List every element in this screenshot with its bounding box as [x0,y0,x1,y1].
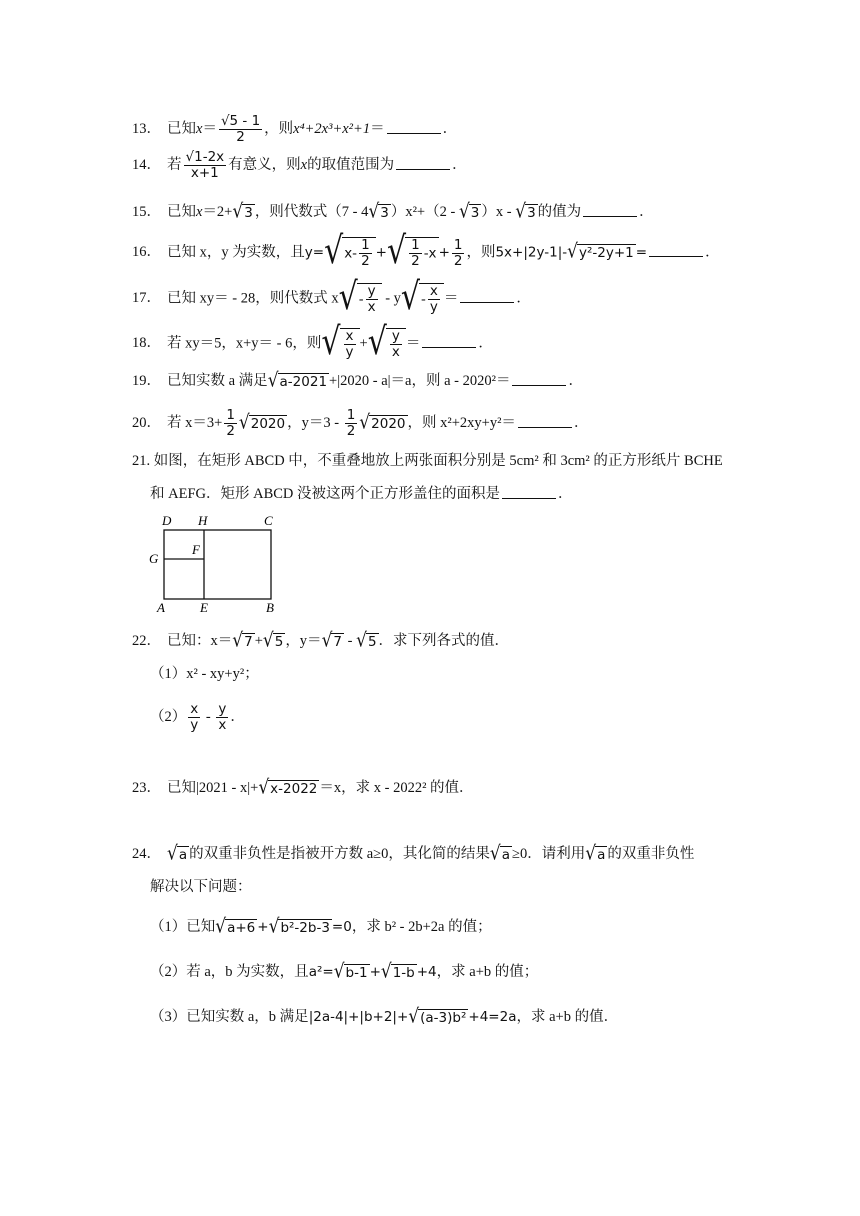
text: ． [639,204,654,220]
question-19 [132,370,583,392]
numerator: y [367,283,376,299]
numerator: 1 [453,236,463,253]
text: ＝ [405,335,421,352]
numerator: x [345,328,354,344]
label-b: B [266,600,274,615]
radicand: 3 [527,204,536,221]
question-number: 18． [132,335,161,352]
radicand: 7 [244,633,253,650]
expression: |2a-4|+|b+2|+ [308,1009,409,1025]
radical: √ a [489,842,511,866]
answer-blank[interactable] [649,242,703,257]
text: =0 [331,919,352,935]
denominator: 2 [236,129,245,145]
label-f: F [192,542,200,557]
variable: x [196,204,203,220]
question-24-line-2 [150,876,252,898]
radical: √ a+6 [215,915,256,939]
fraction [219,114,262,145]
text: （2） [150,708,187,725]
text: +|2020 - a|＝a，则 a - 2020²＝ [329,373,511,389]
question-20 [132,408,588,439]
text: 和 AEFG．矩形 ABCD 没被这两个正方形盖住的面积是 [150,486,501,502]
label-h: H [198,513,208,528]
variable: x [196,120,203,137]
radical: √ 3 [458,200,480,224]
radical: √ $\frac{y}{x}$ [368,328,406,360]
text: ，则 x²+2xy+y²＝ [407,414,516,431]
fraction [345,408,358,439]
radical: √ a [167,842,188,866]
radicand: 3 [470,204,480,221]
radical: √ 7 [232,629,253,653]
text: + [257,919,269,935]
radicand: 2020 [371,415,406,432]
text: ． [568,373,583,389]
radicand: b²-2b-3 [280,919,330,936]
numerator: y [218,701,227,717]
question-24-part-3 [150,1006,618,1028]
denominator: y [429,299,438,315]
text: +4=2a [468,1009,517,1025]
radicand: 3 [244,204,253,221]
text: ）x - [481,204,516,220]
text: - [202,708,215,725]
radical: √ (a-3)b² [408,1005,467,1029]
radical: √ b-1 [333,960,368,984]
variable: x [300,156,308,173]
question-24 [132,843,694,865]
denominator: 2 [453,252,463,269]
expression: x⁴+2x³+x²+1 [293,120,371,137]
text: - y [381,290,401,307]
text: 的取值范围为 [307,156,395,173]
text: ＝ [202,120,217,137]
question-number: 15． [132,204,161,220]
radicand: a [178,846,188,863]
text: ，则 [466,244,496,261]
radical: √ 5 [262,629,284,653]
radicand: 2020 [250,415,286,432]
text: ． [573,414,589,431]
text: ． [516,290,531,307]
question-17 [132,275,531,319]
text: ． [705,244,720,261]
fraction [224,408,237,439]
text: （2）若 a，b 为实数，且 [150,964,309,980]
expression: a²= [308,964,334,980]
text: + [375,244,387,261]
radicand: -x [423,245,437,262]
text: ．求下列各式的值． [378,633,510,649]
expression: y= [304,244,325,261]
text: ）x²+（2 - [390,204,459,220]
radical: √ - $\frac{y}{x}$ [339,283,382,315]
numerator: x [429,283,438,299]
radicand: a [501,846,511,863]
fraction [188,702,200,733]
question-15 [132,201,654,223]
text: 已知 [167,120,196,137]
answer-blank[interactable] [518,413,572,428]
denominator: 2 [226,423,235,439]
text: = [635,244,648,261]
question-22-part-1 [150,663,259,685]
fraction [216,702,228,733]
radicand: 5 [367,633,377,650]
text: 解决以下问题： [150,879,252,895]
text: 21. 如图，在矩形 ABCD 中，不重叠地放上两张面积分别是 5cm² 和 3cm² 的正方形纸片 BCHE [132,453,723,469]
denominator: x [218,717,227,733]
radical: √ x- $\frac{1}{2}$ [324,237,376,269]
question-16 [132,229,720,273]
text: ． [478,335,493,352]
label-d: D [162,513,172,528]
question-22 [132,630,509,652]
text: 的双重非负性 [607,846,695,862]
numerator: 1 [226,407,235,423]
text: 已知：x＝ [167,633,233,649]
text: ，则 [264,120,294,137]
numerator: 1 [361,237,370,253]
question-number: 23． [132,780,161,796]
question-number: 24． [132,846,161,862]
radical: √ b²-2b-3 [268,915,330,939]
text: ． [442,120,458,137]
denominator: 2 [411,253,420,269]
text: 已知实数 a 满足 [167,373,268,389]
radicand: x- [344,245,358,262]
denominator: y [190,717,199,733]
rectangle-figure [140,508,300,618]
radical: √ 7 [321,629,342,653]
question-23 [132,777,474,799]
numerator: 1 [346,407,356,423]
numerator: √5 - 1 [220,113,261,129]
radical: √ - $\frac{x}{y}$ [401,283,444,315]
radical: √ 3 [515,200,536,224]
answer-blank[interactable] [512,371,566,386]
question-number: 16． [132,244,161,261]
text: ，求 b² - 2b+2a 的值； [351,919,492,935]
question-18 [132,320,493,364]
question-number: 13． [132,120,161,137]
text: + [254,633,263,649]
text: ，y＝ [285,633,322,649]
text: ，求 a+b 的值； [436,964,539,980]
radical: √ 3 [232,200,253,224]
text: ． [558,486,573,502]
radicand: (a-3)b² [420,1009,467,1026]
text: ． [230,708,245,725]
radicand: b-1 [345,964,368,981]
denominator: 2 [346,423,356,439]
numerator: y [391,328,400,344]
radicand: 5 [274,633,284,650]
text: + [369,964,381,980]
text: ，y＝3 - [287,414,343,431]
text: 已知 xy＝ - 28，则代数式 x [167,290,339,307]
rectangle-abcd [164,530,271,599]
fraction [452,238,465,269]
text: 若 xy＝5，x+y＝ - 6，则 [167,335,322,352]
denominator: x [367,299,376,315]
text: 的双重非负性是指被开方数 a≥0，其化简的结果 [189,846,490,862]
text: 若 [167,156,182,173]
question-number: 14． [132,156,161,173]
text: 的值为 [537,204,582,220]
numerator: x [190,701,199,717]
text: ＝ [370,120,385,137]
answer-blank[interactable] [502,484,556,499]
radical: √ $\frac{1}{2}$ -x [386,229,437,273]
answer-blank[interactable] [460,288,514,303]
answer-blank[interactable] [422,333,476,348]
label-g: G [149,551,159,566]
radical: √ 3 [368,200,389,224]
text: ． [452,156,467,173]
denominator: 2 [361,253,370,269]
answer-blank[interactable] [387,119,441,134]
question-14 [132,150,467,181]
question-24-part-1 [150,916,492,938]
radical: √ a-2021 [267,369,328,393]
question-24-part-2 [150,961,538,983]
text: ＝ [443,290,459,307]
numerator: 1 [411,237,420,253]
question-number: 22． [132,633,161,649]
radicand: a-2021 [279,373,328,390]
text: ≥0．请利用 [512,846,586,862]
question-21-line-2 [150,483,573,505]
radicand: 1-b [392,964,415,981]
denominator: x [391,344,400,360]
fraction [184,150,227,181]
question-13 [132,114,457,145]
text: （1）x² - xy+y²； [150,666,259,682]
label-a: A [157,600,165,615]
answer-blank[interactable] [583,202,637,217]
text: ，则代数式（7 - 4 [254,204,369,220]
radical: √ a [585,842,606,866]
label-e: E [200,600,208,615]
radical: √ 2020 [238,410,286,434]
denominator: y [345,344,354,360]
radicand: a [597,846,606,863]
radical: √ $\frac{x}{y}$ [321,328,359,360]
text: 已知 x，y 为实数，且 [167,244,305,261]
expression: 5x+|2y-1|- [495,244,568,261]
text: +4 [416,964,437,980]
text: + [359,335,368,352]
denominator: x+1 [190,165,219,181]
radicand: x-2022 [270,780,318,797]
question-number: 17． [132,290,161,307]
radical: √ x-2022 [258,776,318,800]
text: 已知|2021 - x|+ [167,780,259,796]
radicand: a+6 [227,919,256,936]
text: （3）已知实数 a，b 满足 [150,1009,309,1025]
label-c: C [264,513,273,528]
radical: √ y²-2y+1 [567,240,634,264]
radical: √ 2020 [359,410,406,434]
text: 有意义，则 [228,156,301,173]
text: + [438,244,450,261]
radicand: 3 [380,204,389,221]
text: 已知 [167,204,196,220]
answer-blank[interactable] [396,155,450,170]
numerator: √1-2x [185,149,225,165]
radical: √ 5 [356,629,377,653]
question-number: 20． [132,414,161,431]
radicand: 7 [333,633,342,650]
question-number: 19． [132,373,161,389]
text: 若 x＝3+ [167,414,223,431]
text: （1）已知 [150,919,216,935]
text: ＝x，求 x - 2022² 的值． [319,780,474,796]
text: ，求 a+b 的值． [516,1009,619,1025]
radical: √ 1-b [380,960,415,984]
text: ＝2+ [202,204,233,220]
question-21 [132,450,723,472]
text: - [344,633,357,649]
question-22-part-2 [150,702,245,733]
radicand: y²-2y+1 [578,245,634,261]
